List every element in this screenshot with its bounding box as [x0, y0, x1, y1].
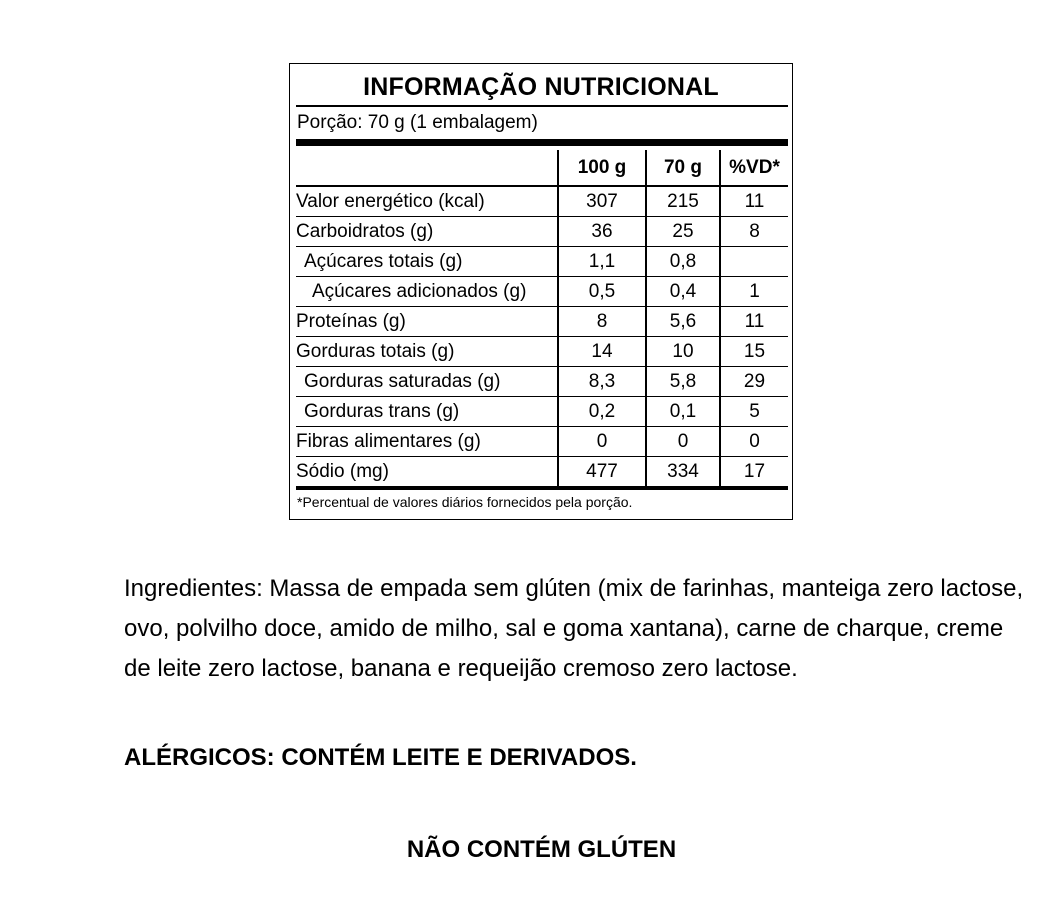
value-per-100g: 0,2	[558, 397, 646, 427]
nutrient-label: Gorduras totais (g)	[296, 337, 558, 367]
value-daily-percent: 1	[720, 277, 788, 307]
value-daily-percent: 11	[720, 186, 788, 217]
value-per-portion: 0,1	[646, 397, 720, 427]
value-per-portion: 5,6	[646, 307, 720, 337]
value-per-portion: 25	[646, 217, 720, 247]
table-row	[296, 277, 788, 307]
nutrient-label: Gorduras saturadas (g)	[296, 367, 558, 397]
nutrient-label: Fibras alimentares (g)	[296, 427, 558, 457]
portion-divider	[296, 139, 788, 146]
value-daily-percent: 8	[720, 217, 788, 247]
allergens-warning: ALÉRGICOS: CONTÉM LEITE E DERIVADOS.	[124, 744, 637, 771]
nutrition-table	[296, 150, 788, 490]
value-daily-percent: 17	[720, 457, 788, 489]
portion-size: Porção: 70 g (1 embalagem)	[297, 112, 538, 133]
ingredients-text: Ingredientes: Massa de empada sem glúten (mix de farinhas, manteiga zero lactose, ovo, polvilho doce, amido de milho, sal e goma xantana), carne de charque, creme de leite zero lactose, banana e requeijão cremoso zero lactose.	[124, 575, 1024, 682]
nutrition-facts-panel	[289, 63, 793, 520]
value-daily-percent: 0	[720, 427, 788, 457]
table-row	[296, 367, 788, 397]
value-daily-percent: 29	[720, 367, 788, 397]
header-per-100g: 100 g	[558, 150, 646, 186]
table-row	[296, 457, 788, 489]
title-divider	[296, 105, 788, 107]
header-daily-value: %VD*	[720, 150, 788, 186]
table-row	[296, 337, 788, 367]
value-per-100g: 1,1	[558, 247, 646, 277]
value-per-portion: 334	[646, 457, 720, 489]
nutrient-label: Valor energético (kcal)	[296, 186, 558, 217]
value-per-100g: 8	[558, 307, 646, 337]
table-row	[296, 217, 788, 247]
nutrition-header-row	[296, 150, 788, 186]
gluten-free-notice: NÃO CONTÉM GLÚTEN	[406, 836, 677, 863]
value-per-portion: 215	[646, 186, 720, 217]
value-per-100g: 36	[558, 217, 646, 247]
nutrient-label: Proteínas (g)	[296, 307, 558, 337]
daily-value-footnote: *Percentual de valores diários fornecidos pela porção.	[297, 494, 633, 510]
value-per-100g: 0,5	[558, 277, 646, 307]
table-row	[296, 186, 788, 217]
value-per-100g: 307	[558, 186, 646, 217]
value-daily-percent	[720, 247, 788, 277]
header-per-portion: 70 g	[646, 150, 720, 186]
value-per-portion: 5,8	[646, 367, 720, 397]
nutrient-label: Açúcares adicionados (g)	[296, 277, 558, 307]
value-per-portion: 0,4	[646, 277, 720, 307]
value-daily-percent: 15	[720, 337, 788, 367]
value-per-100g: 8,3	[558, 367, 646, 397]
value-per-100g: 14	[558, 337, 646, 367]
value-daily-percent: 11	[720, 307, 788, 337]
nutrient-label: Açúcares totais (g)	[296, 247, 558, 277]
header-label-column	[296, 150, 558, 186]
value-daily-percent: 5	[720, 397, 788, 427]
value-per-100g: 477	[558, 457, 646, 489]
table-row	[296, 307, 788, 337]
nutrient-label: Carboidratos (g)	[296, 217, 558, 247]
table-row	[296, 427, 788, 457]
value-per-portion: 0	[646, 427, 720, 457]
nutrient-label: Sódio (mg)	[296, 457, 558, 489]
nutrient-label: Gorduras trans (g)	[296, 397, 558, 427]
value-per-portion: 10	[646, 337, 720, 367]
table-row	[296, 247, 788, 277]
table-row	[296, 397, 788, 427]
value-per-portion: 0,8	[646, 247, 720, 277]
value-per-100g: 0	[558, 427, 646, 457]
nutrition-title: INFORMAÇÃO NUTRICIONAL	[363, 73, 719, 101]
